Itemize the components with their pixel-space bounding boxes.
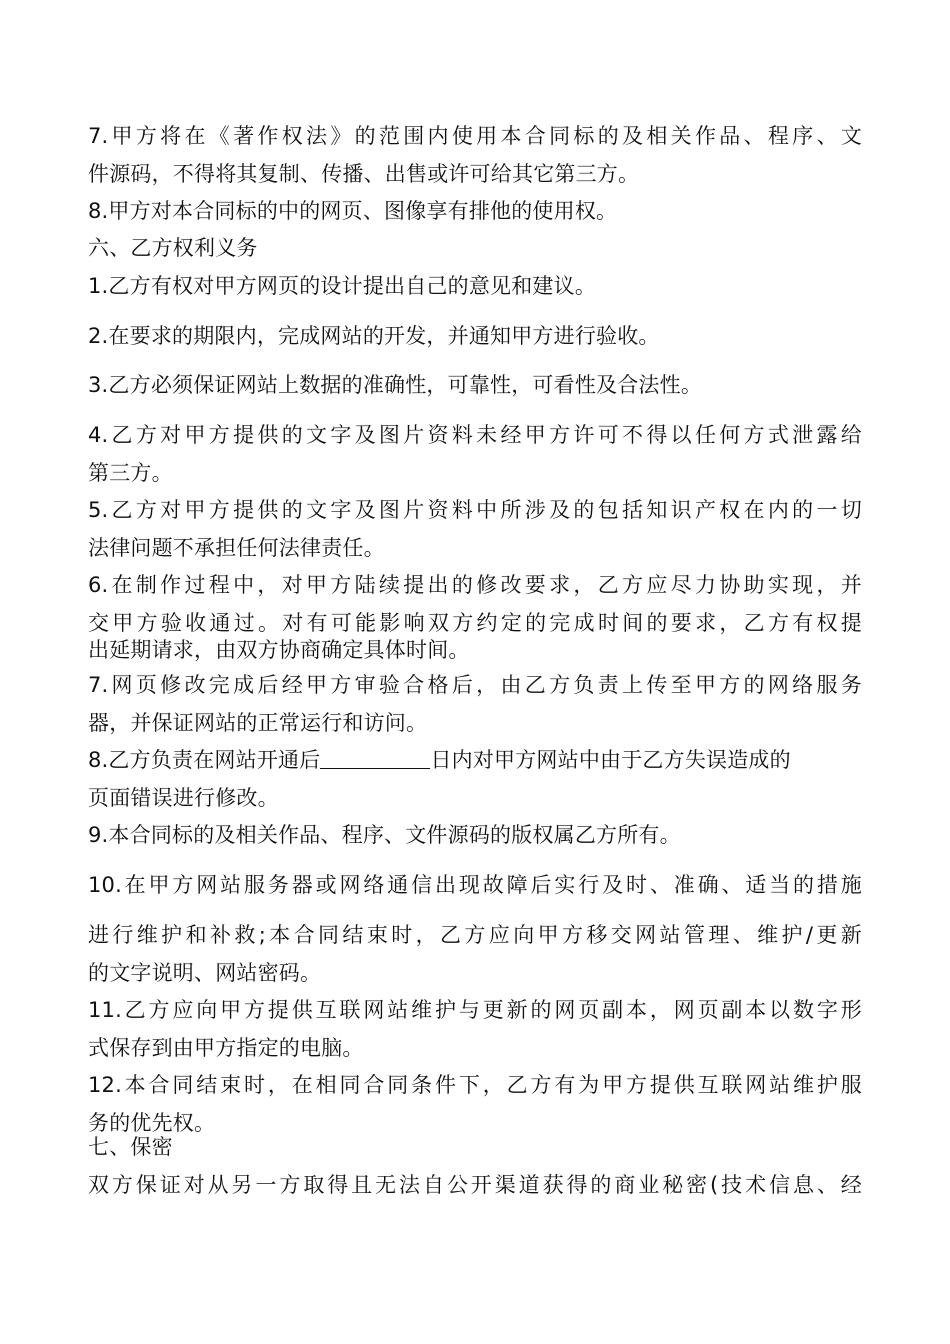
section-heading: 七、保密 <box>88 1135 173 1159</box>
fill-in-blank[interactable] <box>320 748 430 769</box>
paragraph-line: 10.在甲方网站服务器或网络通信出现故障后实行及时、准确、适当的措施 <box>88 873 862 897</box>
paragraph-line: 双方保证对从另一方取得且无法自公开渠道获得的商业秘密(技术信息、经 <box>88 1173 862 1197</box>
paragraph-line: 1.乙方有权对甲方网页的设计提出自己的意见和建议。 <box>88 274 597 298</box>
paragraph-line: 第三方。 <box>88 461 173 485</box>
paragraph-line-with-blank <box>88 746 862 774</box>
clause-text-before-blank: 8.乙方负责在网站开通后 <box>88 748 321 772</box>
paragraph-line: 件源码，不得将其复制、传播、出售或许可给其它第三方。 <box>88 162 640 186</box>
clause-text-after-blank: 日内对甲方网站中由于乙方失误造成的 <box>430 748 791 772</box>
paragraph-line: 7.网页修改完成后经甲方审验合格后，由乙方负责上传至甲方的网络服务 <box>88 673 862 697</box>
paragraph-line: 务的优先权。 <box>88 1111 216 1135</box>
paragraph-line: 式保存到由甲方指定的电脑。 <box>88 1036 364 1060</box>
paragraph-line: 11.乙方应向甲方提供互联网站维护与更新的网页副本，网页副本以数字形 <box>88 998 862 1022</box>
paragraph-line: 7.甲方将在《著作权法》的范围内使用本合同标的及相关作品、程序、文 <box>88 124 862 148</box>
paragraph-line: 12.本合同结束时，在相同合同条件下，乙方有为甲方提供互联网站维护服 <box>88 1073 862 1097</box>
paragraph-line: 的文字说明、网站密码。 <box>88 961 322 985</box>
paragraph-line: 6.在制作过程中，对甲方陆续提出的修改要求，乙方应尽力协助实现，并 <box>88 573 862 597</box>
paragraph-line: 法律问题不承担任何法律责任。 <box>88 536 385 560</box>
paragraph-line: 2.在要求的期限内，完成网站的开发，并通知甲方进行验收。 <box>88 324 660 348</box>
section-heading: 六、乙方权利义务 <box>88 236 258 260</box>
paragraph-line: 9.本合同标的及相关作品、程序、文件源码的版权属乙方所有。 <box>88 823 681 847</box>
paragraph-line: 3.乙方必须保证网站上数据的准确性，可靠性，可看性及合法性。 <box>88 373 703 397</box>
paragraph-line: 4.乙方对甲方提供的文字及图片资料未经甲方许可不得以任何方式泄露给 <box>88 423 862 447</box>
paragraph-line: 页面错误进行修改。 <box>88 786 279 810</box>
paragraph-line: 出延期请求，由双方协商确定具体时间。 <box>88 638 470 662</box>
paragraph-line: 交甲方验收通过。对有可能影响双方约定的完成时间的要求，乙方有权提 <box>88 611 862 635</box>
paragraph-line: 进行维护和补救;本合同结束时，乙方应向甲方移交网站管理、维护/更新 <box>88 923 862 947</box>
paragraph-line: 器，并保证网站的正常运行和访问。 <box>88 711 428 735</box>
paragraph-line: 8.甲方对本合同标的中的网页、图像享有排他的使用权。 <box>88 199 618 223</box>
paragraph-line: 5.乙方对甲方提供的文字及图片资料中所涉及的包括知识产权在内的一切 <box>88 498 862 522</box>
